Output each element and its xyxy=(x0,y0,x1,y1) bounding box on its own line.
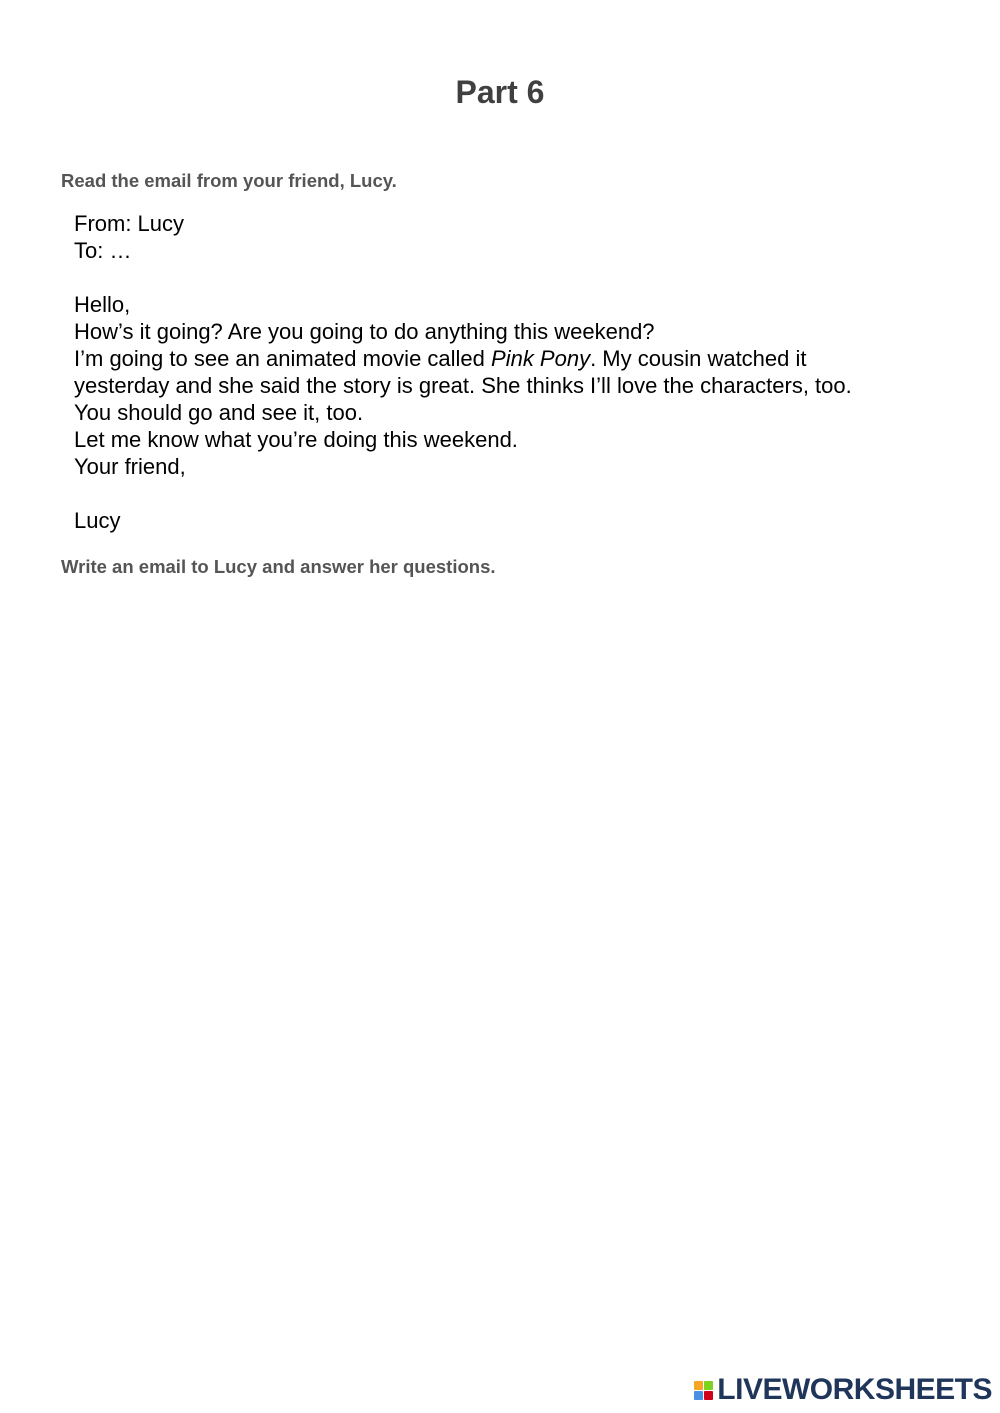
email-line-4: You should go and see it, too. xyxy=(74,400,364,425)
logo-mark-icon xyxy=(694,1381,713,1400)
logo-text: LIVEWORKSHEETS xyxy=(717,1373,992,1406)
email-line-5: Let me know what you’re doing this weekend. xyxy=(74,427,518,452)
email-closing: Your friend, xyxy=(74,454,186,479)
email-greeting: Hello, xyxy=(74,292,131,317)
logo-square-icon xyxy=(704,1391,713,1400)
email-from: From: Lucy xyxy=(74,211,185,236)
email-line-2 xyxy=(74,345,954,372)
email-line-1: How’s it going? Are you going to do anything this weekend? xyxy=(74,319,655,344)
email-line-3: yesterday and she said the story is great. She thinks I’ll love the characters, too. xyxy=(74,373,852,398)
write-instruction: Write an email to Lucy and answer her questions. xyxy=(61,556,496,577)
logo-square-icon xyxy=(694,1381,703,1390)
page-title: Part 6 xyxy=(455,74,545,110)
logo-square-icon xyxy=(704,1381,713,1390)
liveworksheets-logo xyxy=(694,1375,992,1405)
movie-title: Pink Pony xyxy=(491,346,591,371)
email-body xyxy=(74,210,954,534)
email-spacer xyxy=(74,480,954,507)
email-to: To: … xyxy=(74,238,132,263)
email-line-2-end: . My cousin watched it xyxy=(590,346,807,371)
logo-square-icon xyxy=(694,1391,703,1400)
email-signature: Lucy xyxy=(74,508,121,533)
email-spacer xyxy=(74,264,954,291)
read-instruction: Read the email from your friend, Lucy. xyxy=(61,170,397,191)
email-line-2-start: I’m going to see an animated movie called xyxy=(74,346,492,371)
